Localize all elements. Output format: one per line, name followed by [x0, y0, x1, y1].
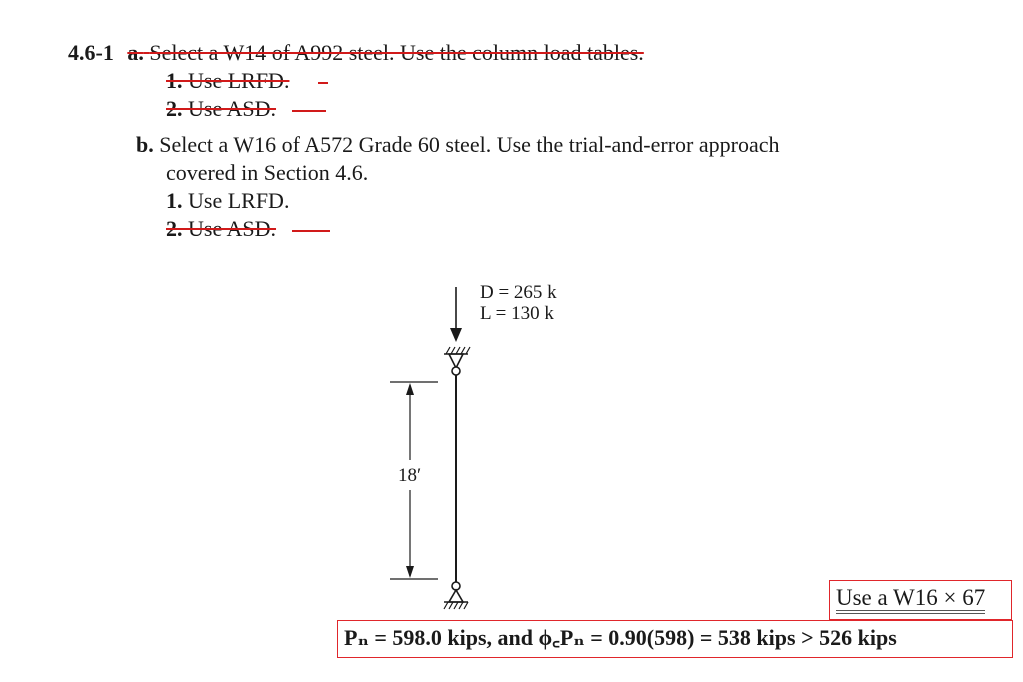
top-pin-support [444, 347, 470, 375]
part-b-line-2: covered in Section 4.6. [166, 160, 369, 185]
part-b-item-1-number: 1. [166, 188, 183, 213]
dead-load-label: D = 265 k [480, 282, 557, 303]
part-a-statement: Select a W14 of A992 steel. Use the column load tables. [149, 40, 644, 65]
part-b-letter: b. [136, 132, 154, 157]
part-b-item-1-text: Use LRFD. [188, 188, 290, 213]
part-a-item-2-text: Use ASD. [188, 96, 277, 121]
answer-section-box [829, 580, 1012, 620]
part-b-item-2-number: 2. [166, 216, 183, 241]
problem-number: 4.6-1 [68, 40, 114, 65]
answer-check-box [337, 620, 1013, 658]
part-a-item-1-number: 1. [166, 68, 183, 93]
answer-section: Use a W16 × 67 [836, 585, 985, 614]
load-arrow [450, 287, 462, 342]
part-a-item-2-number: 2. [166, 96, 183, 121]
part-a-letter: a. [127, 40, 144, 65]
part-b-item-2-text: Use ASD. [188, 216, 277, 241]
answer-check: Pₙ = 598.0 kips, and ϕ꜀Pₙ = 0.90(598) = 538 kips > 526 kips [344, 625, 897, 650]
live-load-label: L = 130 k [480, 303, 554, 324]
bottom-pin-support [444, 582, 468, 609]
part-b-statement-1: Select a W16 of A572 Grade 60 steel. Use the trial-and-error approach [159, 132, 780, 157]
length-label: 18′ [398, 465, 422, 486]
part-a-item-1-text: Use LRFD. [188, 68, 290, 93]
